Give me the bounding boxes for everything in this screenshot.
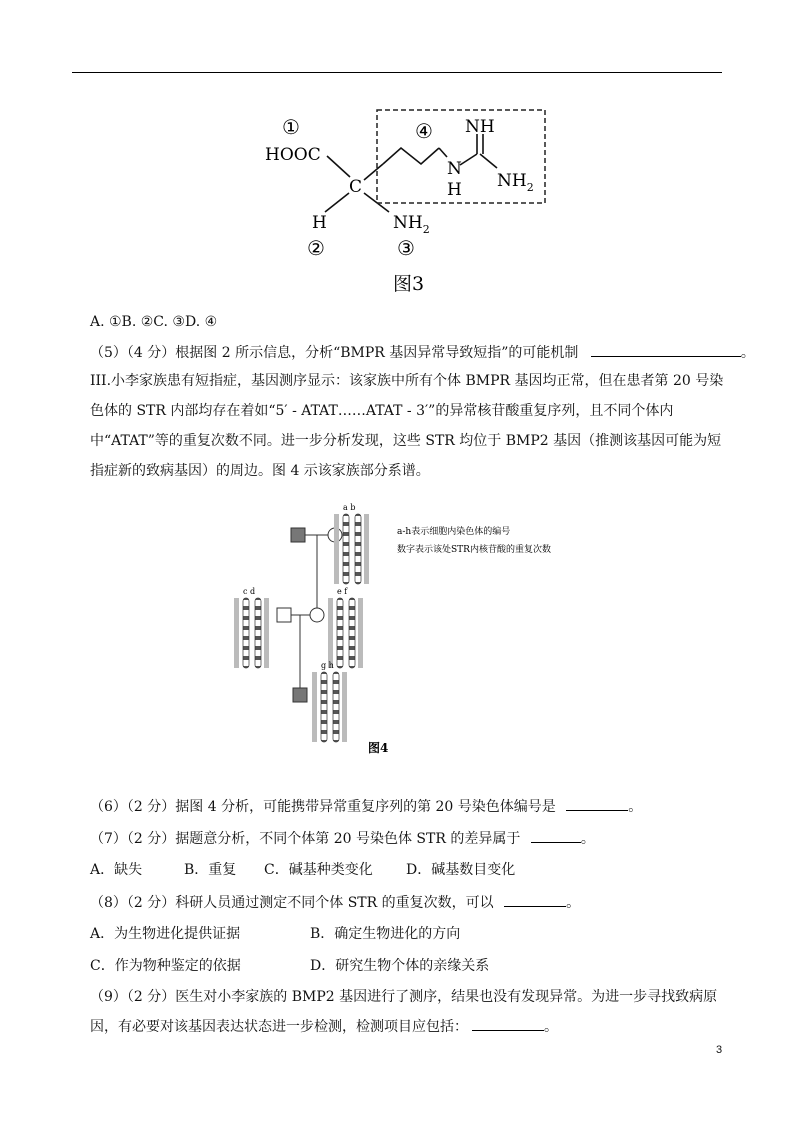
circle-2-label: ② [307, 236, 325, 260]
circle-3-label: ③ [397, 236, 415, 260]
nh-top-label: NH [465, 117, 495, 137]
q8-option-d[interactable]: D．研究生物个体的亲缘关系 [310, 958, 490, 974]
figure-4-caption: 图4 [368, 741, 389, 755]
gen1-affected-male [291, 528, 305, 542]
part-iii-intro: III.小李家族患有短指症，基因测序显示：该家族中所有个体 BMPR 基因均正常，但在患者第 20 号染色体的 STR 内部均存在着如“5′ ‑ ATAT……ATAT ‑ 3′”的异常核苷酸重复序列，且不同个体内中“ATAT”等的重复次数不同。进一步分析发现，这些 STR 均位于 BMP2 基因（推测该基因可能为短指症新的致病基因）的周边。图 4 示该家族部分系谱。 [90, 373, 724, 479]
q5-answer-blank[interactable] [591, 342, 741, 357]
q7-options [90, 860, 515, 880]
gen2-male [277, 608, 291, 622]
figure-4-pedigree [225, 498, 605, 760]
label-ab: a b [343, 503, 356, 512]
q7-option-a[interactable]: A．缺失 [90, 862, 143, 878]
q6 [90, 796, 642, 817]
figure-3-structure [255, 102, 555, 297]
q7-text: （7）（2 分）据题意分析，不同个体第 20 号染色体 STR 的差异属于 [90, 831, 521, 847]
q5 [90, 342, 755, 363]
gen3-affected-male [293, 688, 307, 702]
header-rule [72, 72, 722, 73]
q8-option-a[interactable]: A．为生物进化提供证据 [90, 926, 241, 942]
q4-options: A. ①B. ②C. ③D. ④ [90, 314, 218, 330]
q6-end: 。 [628, 799, 643, 815]
q7-option-c[interactable]: C．碱基种类变化 [264, 862, 373, 878]
label-cd: c d [243, 587, 256, 596]
carbon-label: C [349, 177, 363, 197]
bond-c-chain [364, 164, 383, 180]
q8 [90, 892, 580, 913]
bond-c-nh2-b [480, 154, 497, 168]
legend-line-1: a-h表示细胞内染色体的编号 [397, 527, 511, 537]
n-label: N [447, 159, 462, 179]
legend-line-2: 数字表示该处STR内核苷酸的重复次数 [397, 545, 551, 555]
hooc-label: HOOC [265, 145, 321, 165]
q8-end: 。 [566, 895, 581, 911]
q8-text: （8）（2 分）科研人员通过测定不同个体 STR 的重复次数，可以 [90, 895, 494, 911]
label-ef: e f [337, 587, 348, 596]
figure-3-caption: 图3 [393, 273, 425, 295]
q5-end: 。 [740, 345, 755, 361]
nh2-right-label: $NH_2$ [497, 171, 534, 194]
q6-answer-blank[interactable] [566, 796, 628, 811]
q9-end: 。 [544, 1019, 558, 1035]
bond-chain-n [439, 148, 447, 157]
q9-text: （9）（2 分）医生对小李家族的 BMP2 基因进行了测序，结果也没有发现异常。为进一步寻找致病原因，有必要对该基因表达状态进一步检测，检测项目应包括： [90, 989, 718, 1035]
h-under-n-label: H [447, 180, 462, 200]
q8-answer-blank[interactable] [504, 892, 566, 907]
q7-end: 。 [580, 831, 595, 847]
label-gh: g h [321, 661, 334, 670]
bond-n-c [460, 154, 477, 165]
q6-text: （6）（2 分）据图 4 分析，可能携带异常重复序列的第 20 号染色体编号是 [90, 799, 556, 815]
q7-answer-blank[interactable] [531, 828, 581, 843]
q9-answer-blank[interactable] [472, 1016, 544, 1031]
h-label: H [312, 213, 327, 233]
nh2-label: $NH_2$ [393, 213, 430, 236]
q8-options-row2 [90, 956, 489, 976]
q8-option-b[interactable]: B．确定生物进化的方向 [310, 926, 461, 942]
circle-1-label: ① [282, 115, 300, 139]
side-chain [383, 148, 439, 164]
q8-option-c[interactable]: C．作为物种鉴定的依据 [90, 958, 241, 974]
q9 [90, 982, 724, 1042]
chromosomes-cd [234, 587, 269, 668]
q7 [90, 828, 595, 849]
bond-c-hooc [327, 156, 350, 177]
chromosomes-ef [328, 587, 363, 668]
bond-c-h [325, 193, 349, 212]
q7-option-b[interactable]: B．重复 [184, 862, 237, 878]
chromosomes-ab [334, 503, 369, 584]
gen2-female [310, 608, 324, 622]
q8-options-row1 [90, 924, 460, 944]
circle-4-label: ④ [415, 119, 433, 143]
page-number: 3 [716, 1044, 723, 1056]
q5-text: （5）（4 分）根据图 2 所示信息，分析“BMPR 基因异常导致短指”的可能机制 [90, 345, 579, 361]
chromosomes-gh [312, 661, 347, 742]
q7-option-d[interactable]: D．碱基数目变化 [406, 862, 516, 878]
